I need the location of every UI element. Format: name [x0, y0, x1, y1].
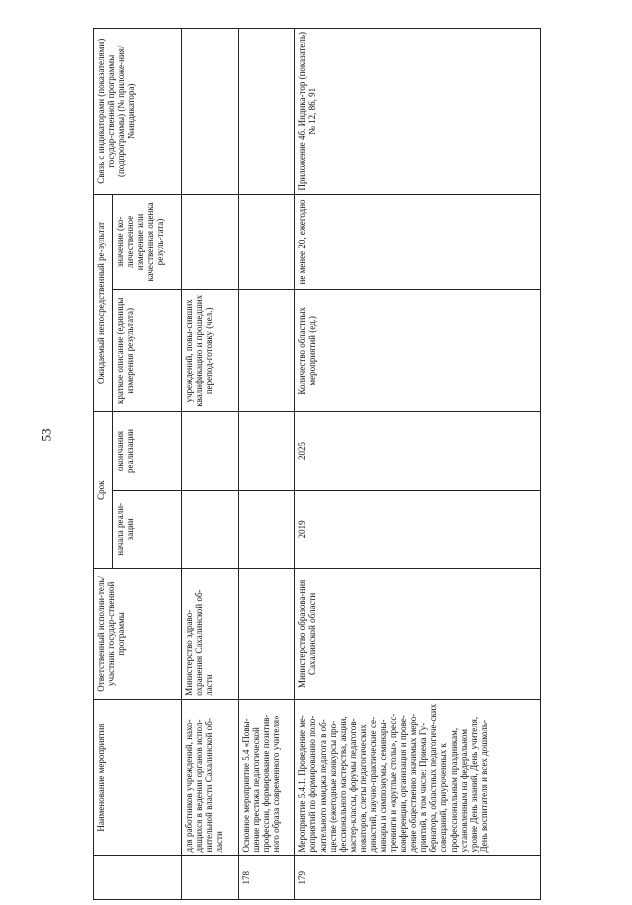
- header-term-end: окончания реализации: [112, 412, 181, 490]
- row-num: [182, 856, 239, 900]
- row-name: Мероприятие 5.4.1. Проведение ме-роприятий по формированию поло-жительного имиджа педагога в об-ществе (ежегодные конкурсы про-фессионального мастерства, акции, мастер-классы, форумы педагогов-новаторов, слеты педагогических династий, научно-практические се-минары и симпозиумы, семинары-тренинги и «круглые столы», пресс-конференции, организация и прове-дение общественно значимых меро-приятий, в том числе: Приема Гу-бернатора, областных педагогиче-ских совещаний, приуроченных к профессиональным праздникам, установленным на федеральном уровне День знаний, День учителя, День воспитателя и всех дошколь-: [295, 699, 541, 856]
- header-term-group: Срок: [94, 412, 113, 569]
- header-link: Связь с индикаторами (показателями) государ-ственной программы (подпрограммы) (№ приложе-ния/№индикатора): [94, 29, 182, 195]
- row-result-value: [182, 194, 239, 290]
- row-link: [238, 29, 295, 195]
- header-term-start: начала реали-зации: [112, 490, 181, 568]
- page-number: 53: [38, 428, 54, 442]
- row-responsible: [238, 569, 295, 700]
- table-row: [182, 29, 239, 900]
- row-result-desc: [238, 290, 295, 412]
- row-end: 2025: [295, 412, 541, 490]
- row-responsible: Министерство образова-ния Сахалинской области: [295, 569, 541, 700]
- header-responsible: Ответственный исполни-тель/участник государ-ственной программы: [94, 569, 182, 700]
- header-num: [94, 856, 182, 900]
- measures-table: [93, 28, 541, 900]
- header-result-value: значение (ко-личественное измерение или качественная оценка резуль-тата): [112, 194, 181, 290]
- row-link: Приложение 4б. Индика-тор (показатель) № 12, 86, 91: [295, 29, 541, 195]
- header-result-group: Ожидаемый непосредственный ре-зультат: [94, 194, 113, 412]
- row-start: [182, 490, 239, 568]
- row-responsible: Министерство здраво-охранения Сахалинской об-ласти: [182, 569, 239, 700]
- row-end: [238, 412, 295, 490]
- row-result-value: [238, 194, 295, 290]
- row-link: [182, 29, 239, 195]
- header-result-desc: краткое описание (единицы измерения результата): [112, 290, 181, 412]
- row-end: [182, 412, 239, 490]
- table-row: [238, 29, 295, 900]
- table-row: [295, 29, 541, 900]
- header-name: Наименование мероприятия: [94, 699, 182, 856]
- row-result-desc: учреждений, повы-сивших квалификацию и прошедших перепод-готовку (чел.): [182, 290, 239, 412]
- row-name: Основное мероприятие 5.4 «Повы-шение престижа педагогической профессии, формирование позитив-ного образа современного учителя»: [238, 699, 295, 856]
- row-num: 179: [295, 856, 541, 900]
- row-name: для работников учреждений, нахо-дящихся в ведении органов испол-нительной власти Сахалинской об-ласти: [182, 699, 239, 856]
- row-start: 2019: [295, 490, 541, 568]
- row-result-value: не менее 20, ежегодно: [295, 194, 541, 290]
- header-row-1: [94, 29, 113, 900]
- row-start: [238, 490, 295, 568]
- row-num: 178: [238, 856, 295, 900]
- row-result-desc: Количество областных мероприятий (ед.): [295, 290, 541, 412]
